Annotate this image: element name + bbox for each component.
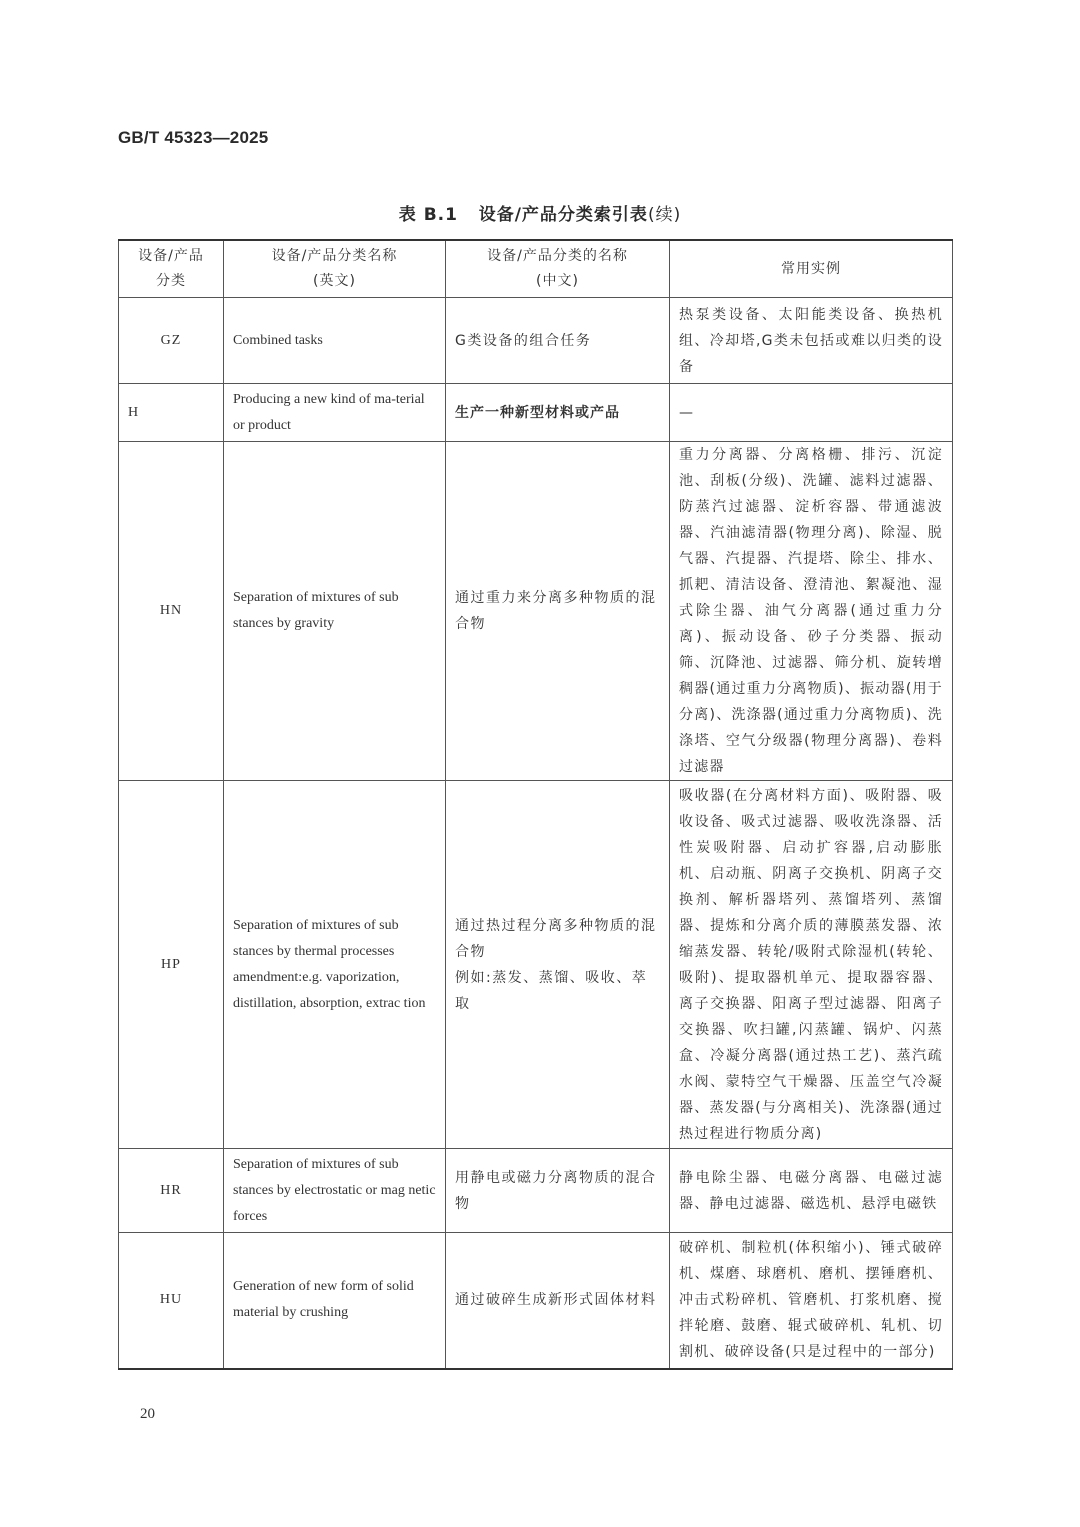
table-row bbox=[119, 1233, 953, 1369]
row-english-name: Generation of new form of solid material by crushing bbox=[224, 1233, 446, 1369]
row-code: H bbox=[119, 384, 224, 442]
row-examples: 破碎机、制粒机(体积缩小)、锤式破碎机、煤磨、球磨机、磨机、摆锤磨机、冲击式粉碎机、管磨机、打浆机磨、搅拌轮磨、鼓磨、辊式破碎机、轧机、切割机、破碎设备(只是过程中的一部分) bbox=[670, 1233, 953, 1369]
column-header-chinese-name: 设备/产品分类的名称 (中文) bbox=[446, 240, 670, 298]
row-english-name: Separation of mixtures of sub stances by gravity bbox=[224, 442, 446, 781]
table-row bbox=[119, 442, 953, 781]
table-title-label: 表 B.1 bbox=[398, 205, 458, 225]
table-row bbox=[119, 1149, 953, 1233]
row-chinese-name: 通过破碎生成新形式固体材料 bbox=[446, 1233, 670, 1369]
table-row bbox=[119, 298, 953, 384]
row-examples: 重力分离器、分离格栅、排污、沉淀池、刮板(分级)、洗罐、滤料过滤器、防蒸汽过滤器、淀析容器、带通滤波器、汽油滤清器(物理分离)、除湿、脱气器、汽提器、汽提塔、除尘、排水、抓耙、清洁设备、澄清池、絮凝池、湿式除尘器、油气分离器(通过重力分离)、振动设备、砂子分类器、振动筛、沉降池、过滤器、筛分机、旋转增稠器(通过重力分离物质)、振动器(用于分离)、洗涤器(通过重力分离物质)、洗涤塔、空气分级器(物理分离器)、卷料过滤器 bbox=[670, 442, 953, 781]
row-examples: 静电除尘器、电磁分离器、电磁过滤器、静电过滤器、磁选机、悬浮电磁铁 bbox=[670, 1149, 953, 1233]
table-title-name: 设备/产品分类索引表 bbox=[478, 205, 648, 225]
row-code: GZ bbox=[119, 298, 224, 384]
table-row bbox=[119, 781, 953, 1149]
row-english-name: Separation of mixtures of sub stances by thermal processes amendment:e.g. vaporization, distillation, absorption, extrac tion bbox=[224, 781, 446, 1149]
table-header-row bbox=[119, 240, 953, 298]
document-code: GB/T 45323—2025 bbox=[118, 128, 269, 147]
table-row bbox=[119, 384, 953, 442]
column-header-code: 设备/产品 分类 bbox=[119, 240, 224, 298]
row-code: HR bbox=[119, 1149, 224, 1233]
row-code: HN bbox=[119, 442, 224, 781]
row-chinese-name: 通过重力来分离多种物质的混合物 bbox=[446, 442, 670, 781]
row-examples: — bbox=[670, 384, 953, 442]
column-header-english-name: 设备/产品分类名称 (英文) bbox=[224, 240, 446, 298]
row-examples: 吸收器(在分离材料方面)、吸附器、吸收设备、吸式过滤器、吸收洗涤器、活性炭吸附器、启动扩容器,启动膨胀机、启动瓶、阴离子交换机、阴离子交换剂、解析器塔列、蒸馏塔列、蒸馏器、提炼和分离介质的薄膜蒸发器、浓缩蒸发器、转轮/吸附式除湿机(转轮、吸附)、提取器机单元、提取器容器、离子交换器、阳离子型过滤器、阳离子交换器、吹扫罐,闪蒸罐、锅炉、闪蒸盒、冷凝分离器(通过热工艺)、蒸汽疏水阀、蒙特空气干燥器、压盖空气冷凝器、蒸发器(与分离相关)、洗涤器(通过热过程进行物质分离) bbox=[670, 781, 953, 1149]
row-chinese-name: 生产一种新型材料或产品 bbox=[446, 384, 670, 442]
row-english-name: Producing a new kind of ma-terial or product bbox=[224, 384, 446, 442]
table-title bbox=[0, 200, 1080, 225]
row-code: HU bbox=[119, 1233, 224, 1369]
row-examples: 热泵类设备、太阳能类设备、换热机组、冷却塔,G类未包括或难以归类的设备 bbox=[670, 298, 953, 384]
row-chinese-name: G类设备的组合任务 bbox=[446, 298, 670, 384]
row-english-name: Combined tasks bbox=[224, 298, 446, 384]
row-english-name: Separation of mixtures of sub stances by electrostatic or mag netic forces bbox=[224, 1149, 446, 1233]
table-title-continued: (续) bbox=[647, 205, 682, 225]
classification-index-table bbox=[118, 239, 953, 1370]
row-chinese-name: 通过热过程分离多种物质的混合物 例如:蒸发、蒸馏、吸收、萃取 bbox=[446, 781, 670, 1149]
column-header-examples: 常用实例 bbox=[670, 240, 953, 298]
page-number: 20 bbox=[140, 1406, 155, 1422]
row-code: HP bbox=[119, 781, 224, 1149]
row-chinese-name: 用静电或磁力分离物质的混合物 bbox=[446, 1149, 670, 1233]
